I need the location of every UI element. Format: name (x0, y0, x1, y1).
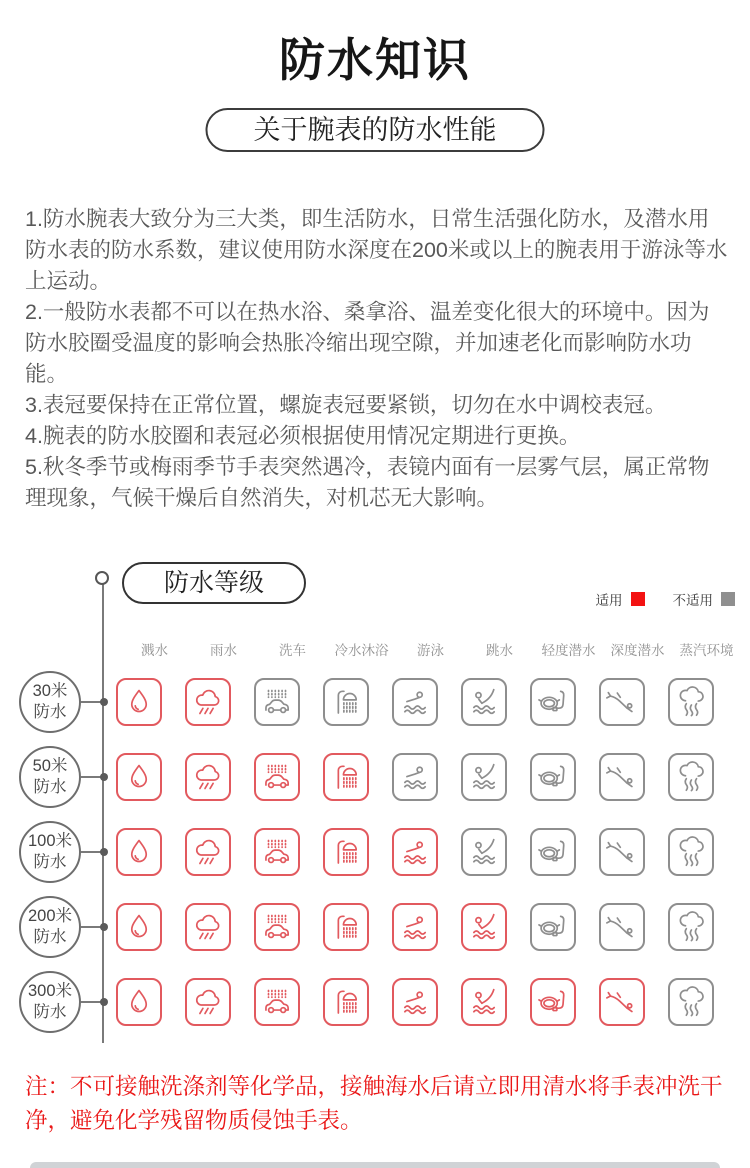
rating-slot (518, 753, 587, 801)
rating-cell-car-wash (254, 753, 300, 801)
shower-icon (329, 835, 363, 869)
scuba-icon (605, 835, 639, 869)
rating-row (0, 814, 750, 889)
tip-paragraph: 5.秋冬季节或梅雨季节手表突然遇冷，表镜内面有一层雾气层，属正常物理现象，气候干燥后自然消失，对机芯无大影响。 (25, 455, 710, 510)
timeline-connector (81, 926, 104, 928)
rain-cloud-icon (191, 910, 225, 944)
steam-icon (674, 910, 708, 944)
rating-cell-car-wash (254, 828, 300, 876)
timeline-connector (81, 1001, 104, 1003)
tip-paragraph: 1.防水腕表大致分为三大类，即生活防水，日常生活强化防水，及潜水用防水表的防水系数，建议使用防水深度在200米或以上的腕表用于游泳等水上运动。 (25, 207, 728, 293)
steam-icon (674, 985, 708, 1019)
rating-slot (173, 903, 242, 951)
depth-label: 30米 防水 (19, 671, 81, 733)
snorkel-icon (536, 760, 570, 794)
rating-cell-droplet (116, 678, 162, 726)
rain-cloud-icon (191, 685, 225, 719)
rating-slot (656, 753, 725, 801)
rating-cell-snorkel (530, 753, 576, 801)
car-wash-icon (260, 835, 294, 869)
rating-slot (104, 978, 173, 1026)
swim-icon (398, 910, 432, 944)
rating-cell-steam (668, 978, 714, 1026)
column-header-droplet: 溅水 (141, 643, 168, 658)
rating-cell-snorkel (530, 978, 576, 1026)
swim-icon (398, 835, 432, 869)
rating-cell-droplet (116, 903, 162, 951)
rating-slot (311, 753, 380, 801)
tip-paragraph: 4.腕表的防水胶圈和表冠必须根据使用情况定期进行更换。 (25, 424, 581, 448)
rating-cell-dive-jump (461, 753, 507, 801)
rating-cell-shower (323, 828, 369, 876)
rating-slot (104, 828, 173, 876)
rating-slot (518, 828, 587, 876)
rating-cell-rain-cloud (185, 978, 231, 1026)
scuba-icon (605, 760, 639, 794)
car-wash-icon (260, 685, 294, 719)
rating-slot (518, 903, 587, 951)
column-header-steam: 蒸汽环境 (679, 643, 734, 658)
rating-cell-steam (668, 678, 714, 726)
snorkel-icon (536, 685, 570, 719)
droplet-icon (122, 835, 156, 869)
rating-cell-shower (323, 903, 369, 951)
rating-slot (587, 978, 656, 1026)
rating-cell-rain-cloud (185, 753, 231, 801)
dive-jump-icon (467, 985, 501, 1019)
timeline-connector (81, 776, 104, 778)
rating-cell-car-wash (254, 978, 300, 1026)
rating-slot (587, 678, 656, 726)
rating-cell-swim (392, 978, 438, 1026)
rating-slot (449, 828, 518, 876)
rating-slot (380, 828, 449, 876)
legend-not-applicable-label: 不适用 (672, 593, 713, 608)
rating-cell-snorkel (530, 678, 576, 726)
car-wash-icon (260, 910, 294, 944)
page-title: 防水知识 (279, 34, 471, 86)
droplet-icon (122, 910, 156, 944)
rating-slot (242, 903, 311, 951)
depth-label: 100米 防水 (19, 821, 81, 883)
rating-cell-steam (668, 903, 714, 951)
rating-cell-droplet (116, 828, 162, 876)
rating-cell-scuba (599, 978, 645, 1026)
droplet-icon (122, 985, 156, 1019)
rating-cell-droplet (116, 978, 162, 1026)
rating-cell-scuba (599, 678, 645, 726)
rating-cell-rain-cloud (185, 903, 231, 951)
swim-icon (398, 760, 432, 794)
scuba-icon (605, 910, 639, 944)
scuba-icon (605, 685, 639, 719)
rating-legend (596, 589, 736, 609)
column-header-row (120, 639, 741, 659)
swim-icon (398, 985, 432, 1019)
dive-jump-icon (467, 910, 501, 944)
subtitle-pill: 关于腕表的防水性能 (206, 108, 545, 152)
rating-slot (518, 678, 587, 726)
rating-slot (449, 978, 518, 1026)
rain-cloud-icon (191, 760, 225, 794)
depth-label: 300米 防水 (19, 971, 81, 1033)
rating-cell-dive-jump (461, 828, 507, 876)
column-header-car-wash: 洗车 (279, 643, 306, 658)
timeline-connector (81, 701, 104, 703)
steam-icon (674, 835, 708, 869)
column-header-rain-cloud: 雨水 (210, 643, 237, 658)
rating-cell-steam (668, 753, 714, 801)
rating-cell-snorkel (530, 903, 576, 951)
rating-slot (587, 903, 656, 951)
column-header-shower: 冷水沐浴 (334, 643, 389, 658)
rating-slot (656, 978, 725, 1026)
rating-cell-snorkel (530, 828, 576, 876)
shower-icon (329, 760, 363, 794)
rating-cell-dive-jump (461, 978, 507, 1026)
rating-slot (380, 753, 449, 801)
rating-cell-car-wash (254, 903, 300, 951)
column-header-snorkel: 轻度潜水 (541, 643, 596, 658)
tips-list (25, 204, 729, 514)
rating-cell-rain-cloud (185, 678, 231, 726)
scuba-icon (605, 985, 639, 1019)
rating-cell-droplet (116, 753, 162, 801)
rating-slot (656, 903, 725, 951)
rating-cell-swim (392, 678, 438, 726)
snorkel-icon (536, 910, 570, 944)
rating-slot (380, 903, 449, 951)
rating-row (0, 664, 750, 739)
shower-icon (329, 910, 363, 944)
steam-icon (674, 760, 708, 794)
legend-applicable-label: 适用 (595, 593, 623, 608)
rain-cloud-icon (191, 835, 225, 869)
rating-slot (656, 678, 725, 726)
rating-row (0, 889, 750, 964)
tip-paragraph: 2.一般防水表都不可以在热水浴、桑拿浴、温差变化很大的环境中。因为防水胶圈受温度的影响会热胀冷缩出现空隙，并加速老化而影响防水功能。 (25, 300, 710, 386)
shower-icon (329, 685, 363, 719)
rating-slot (449, 753, 518, 801)
dive-jump-icon (467, 835, 501, 869)
dive-jump-icon (467, 685, 501, 719)
rating-cell-car-wash (254, 678, 300, 726)
next-section-edge (30, 1162, 720, 1168)
rating-row (0, 964, 750, 1039)
rating-slot (242, 978, 311, 1026)
rating-cell-shower (323, 753, 369, 801)
rating-slot (173, 828, 242, 876)
rating-cell-steam (668, 828, 714, 876)
rating-slot (104, 678, 173, 726)
legend-not-applicable-swatch (721, 592, 735, 606)
rating-cell-shower (323, 978, 369, 1026)
dive-jump-icon (467, 760, 501, 794)
snorkel-icon (536, 835, 570, 869)
rating-cell-dive-jump (461, 903, 507, 951)
rating-slot (380, 978, 449, 1026)
rating-slot (242, 753, 311, 801)
depth-label: 50米 防水 (19, 746, 81, 808)
rating-slot (449, 678, 518, 726)
rating-cell-shower (323, 678, 369, 726)
rating-cell-swim (392, 753, 438, 801)
rating-slot (311, 678, 380, 726)
rating-cell-scuba (599, 753, 645, 801)
column-header-swim: 游泳 (417, 643, 444, 658)
legend-applicable-swatch (631, 592, 645, 606)
car-wash-icon (260, 985, 294, 1019)
steam-icon (674, 685, 708, 719)
shower-icon (329, 985, 363, 1019)
rating-slot (242, 828, 311, 876)
rating-rows (0, 664, 750, 1039)
rating-cell-scuba (599, 903, 645, 951)
rating-slot (311, 828, 380, 876)
column-header-scuba: 深度潜水 (610, 643, 665, 658)
rating-row (0, 739, 750, 814)
tip-paragraph: 3.表冠要保持在正常位置，螺旋表冠要紧锁，切勿在水中调校表冠。 (25, 393, 667, 417)
rating-slot (518, 978, 587, 1026)
droplet-icon (122, 685, 156, 719)
rating-slot (242, 678, 311, 726)
rating-slot (104, 903, 173, 951)
rating-slot (587, 828, 656, 876)
rating-cell-scuba (599, 828, 645, 876)
column-header-dive-jump: 跳水 (486, 643, 513, 658)
swim-icon (398, 685, 432, 719)
rating-slot (311, 903, 380, 951)
snorkel-icon (536, 985, 570, 1019)
rating-section-title: 防水等级 (122, 562, 306, 604)
depth-label: 200米 防水 (19, 896, 81, 958)
rating-slot (173, 753, 242, 801)
footnote: 注：不可接触洗涤剂等化学品，接触海水后请立即用清水将手表冲洗干净，避免化学残留物质侵蚀手表。 (25, 1074, 723, 1133)
car-wash-icon (260, 760, 294, 794)
rating-slot (587, 753, 656, 801)
rating-cell-swim (392, 828, 438, 876)
rating-slot (449, 903, 518, 951)
rating-slot (656, 828, 725, 876)
rating-cell-rain-cloud (185, 828, 231, 876)
rating-slot (380, 678, 449, 726)
rating-slot (173, 678, 242, 726)
rain-cloud-icon (191, 985, 225, 1019)
rating-slot (104, 753, 173, 801)
rating-slot (311, 978, 380, 1026)
rating-cell-swim (392, 903, 438, 951)
timeline-start-dot (95, 571, 109, 585)
rating-cell-dive-jump (461, 678, 507, 726)
droplet-icon (122, 760, 156, 794)
rating-slot (173, 978, 242, 1026)
timeline-connector (81, 851, 104, 853)
